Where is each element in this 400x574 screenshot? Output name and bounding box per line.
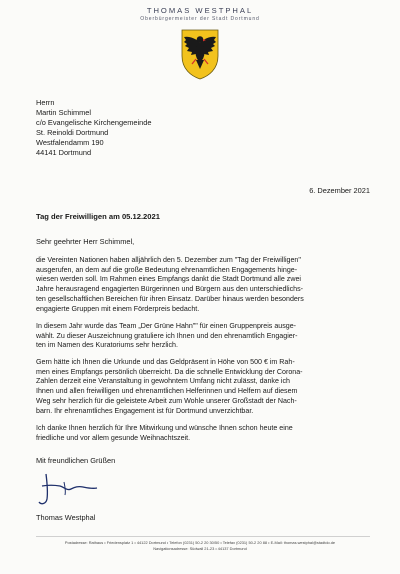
address-line: 44141 Dortmund [36, 147, 92, 157]
paragraph-line: In diesem Jahr wurde das Team „Der Grüne Hahn"" für einen Gruppenpreis ausge- [36, 322, 297, 330]
paragraph-line: friedliche und vor allem gesunde Weihnachtszeit. [36, 433, 191, 442]
footer-navigation-address: Navigationsadresse: Südwall 21-23 • 44137 Dortmund [153, 546, 247, 551]
paragraph-line: Ihnen und allen freiwilligen und ehrenamtlichen Helferinnen und Helfern auf diesem [36, 387, 298, 396]
body-paragraph [36, 358, 376, 416]
paragraph-line: Zahlen derzeit eine Veranstaltung in gewohntem Umfang nicht zulässt, danke ich [36, 377, 290, 386]
paragraph-line: ten im Namen des Kuratoriums sehr herzlich. [36, 341, 178, 350]
address-line: St. Reinoldi Dortmund [36, 127, 109, 137]
address-line: c/o Evangelische Kirchengemeinde [36, 117, 152, 127]
body-paragraph [36, 424, 376, 443]
paragraph-line: wiesen werden soll. Im Rahmen eines Empfangs dankt die Stadt Dortmund alle zwei [36, 275, 301, 284]
salutation: Sehr geehrter Herr Schimmel, [36, 237, 135, 246]
signer-name: Thomas Westphal [36, 513, 96, 522]
body-paragraph [36, 322, 376, 351]
letter-subject: Tag der Freiwilligen am 05.12.2021 [36, 212, 160, 221]
recipient-address [36, 98, 151, 157]
footer-address: Postadresse: Rathaus • Friedensplatz 1 • 44122 Dortmund • Telefon (0231) 50-2 20 30/50 • Telefax (0231) 50-2 20 88 • E-Mail: thomas.westphal@stadtdo.de [64, 540, 336, 545]
paragraph-line: ausgerufen, an dem auf die große Bedeutung ehrenamtlichen Engagements hinge- [36, 265, 298, 274]
paragraph-line: Gern hätte ich Ihnen die Urkunde und das Geldpräsent in Höhe von 500 € im Rah- [36, 358, 295, 366]
address-line: Westfalendamm 190 [36, 137, 104, 147]
paragraph-line: Weg sehr herzlich für die geleistete Arbeit zum Wohle unserer Großstadt der Nach- [36, 396, 297, 405]
closing: Mit freundlichen Grüßen [36, 456, 116, 465]
letterhead-name: THOMAS WESTPHAL [146, 6, 254, 15]
paragraph-line: Jahre herausragend engagierten Bürgerinnen und Bürgern aus den unterschiedlichs- [36, 285, 303, 294]
paragraph-line: engagierte Gruppen mit einem Förderpreis bedacht. [36, 304, 200, 313]
dortmund-eagle-crest-icon [179, 26, 221, 80]
address-line: Herrn [36, 98, 55, 107]
footer-divider [36, 536, 370, 537]
letter-date: 6. Dezember 2021 [309, 186, 370, 195]
handwritten-signature [36, 468, 136, 508]
paragraph-line: men eines Empfangs persönlich überreicht. Da die schnelle Entwicklung der Corona- [36, 367, 303, 376]
letterhead-title: Oberbürgermeister der Stadt Dortmund [140, 16, 260, 22]
paragraph-line: die Vereinten Nationen haben alljährlich den 5. Dezember zum "Tag der Freiwilligen" [36, 256, 301, 264]
address-line: Martin Schimmel [36, 107, 92, 117]
paragraph-line: ten gesellschaftlichen Bereichen für ihren Einsatz. Darüber hinaus werden besonders [36, 294, 304, 303]
body-paragraph [36, 256, 376, 314]
paragraph-line: Ich danke Ihnen herzlich für Ihre Mitwirkung und wünsche Ihnen schon heute eine [36, 424, 293, 432]
paragraph-line: wählt. Zu dieser Auszeichnung gratuliere ich Ihnen und den ehrenamtlich Engagier- [36, 331, 298, 340]
paragraph-line: barn. Ihr ehrenamtliches Engagement ist für Dortmund unverzichtbar. [36, 406, 254, 415]
